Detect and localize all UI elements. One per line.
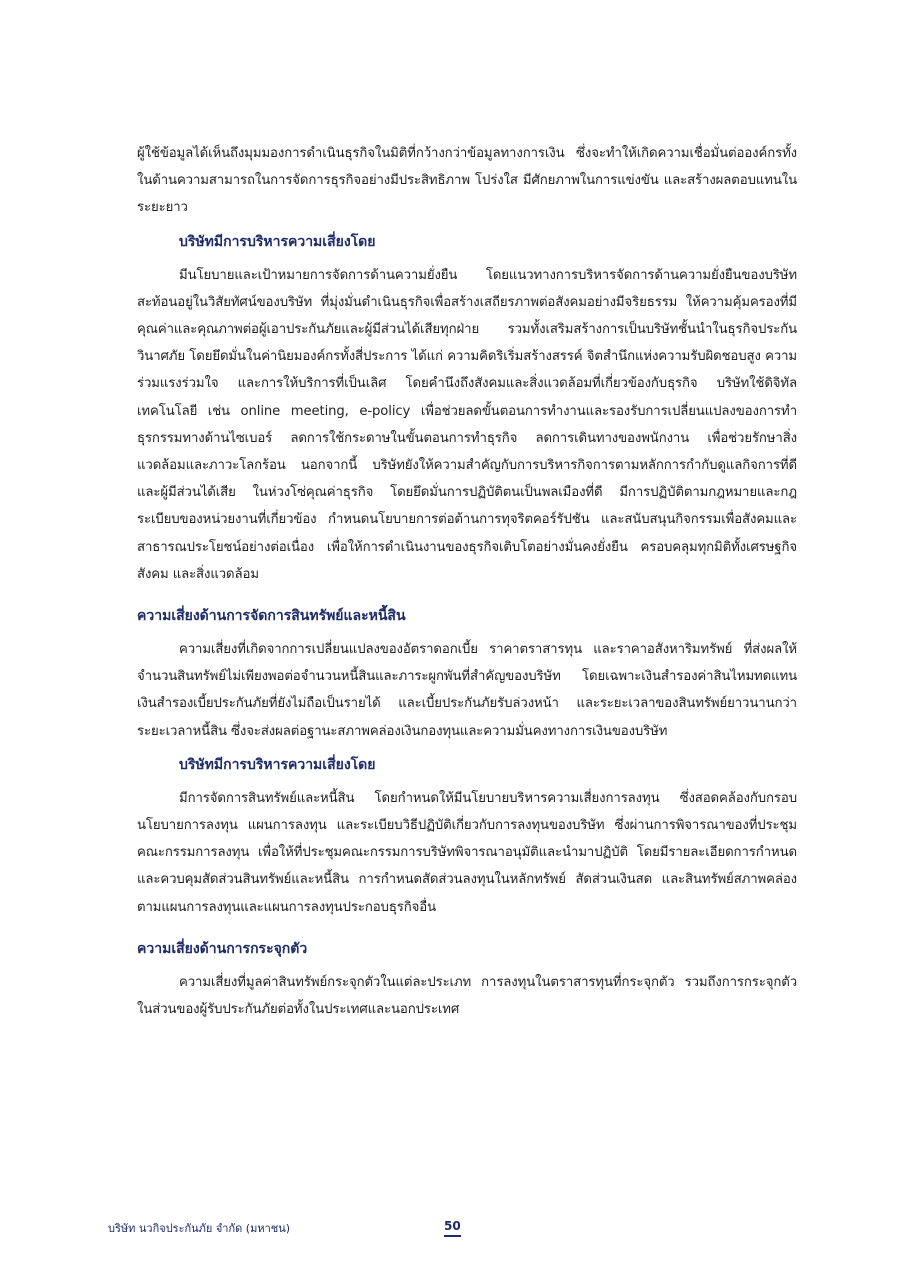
risk-management-subheading-2: บริษัทมีการบริหารความเสี่ยงโดย (179, 756, 376, 773)
footer-company-name: บริษัท นวกิจประกันภัย จำกัด (มหาชน) (108, 1222, 291, 1235)
asset-liability-heading: ความเสี่ยงด้านการจัดการสินทรัพย์และหนี้สิน (137, 608, 406, 625)
intro-paragraph: ผู้ใช้ข้อมูลได้เห็นถึงมุมมองการดำเนินธุรกิจในมิติที่กว้างกว่าข้อมูลทางการเงิน ซึ่งจะทำให้เกิดความเชื่อมั่นต่อองค์กรทั้งในด้านความสามารถในการจัดการธุรกิจอย่างมีประสิทธิภาพ โปร่งใส มีศักยภาพในการแข่งขัน และสร้างผลตอบแทนในระยะยาว (137, 146, 797, 216)
sustainability-paragraph: มีนโยบายและเป้าหมายการจัดการด้านความยั่งยืน โดยแนวทางการบริหารจัดการด้านความยั่งยืนของบริษัทสะท้อนอยู่ในวิสัยทัศน์ของบริษัท ที่มุ่งมั่นดำเนินธุรกิจเพื่อสร้างเสถียรภาพต่อสังคมอย่างมีจริยธรรม ให้ความคุ้มครองที่มีคุณค่าและคุณภาพต่อผู้เอาประกันภัยและผู้มีส่วนได้เสียทุกฝ่าย รวมทั้งเสริมสร้างการเป็นบริษัทชั้นนำในธุรกิจประกันวินาศภัย โดยยึดมั่นในค่านิยมองค์กรทั้งสี่ประการ ได้แก่ ความคิดริเริ่มสร้างสรรค์ จิตสำนึกแห่งความรับผิดชอบสูง ความร่วมแรงร่วมใจ และการให้บริการที่เป็นเลิศ โดยคำนึงถึงสังคมและสิ่งแวดล้อมที่เกี่ยวข้องกับธุรกิจ บริษัทใช้ดิจิทัลเทคโนโลยี เช่น online meeting, e-policy เพื่อช่วยลดขั้นตอนการทำงานและรองรับการเปลี่ยนแปลงของการทำธุรกรรมทางด้านไซเบอร์ ลดการใช้กระดาษในขั้นตอนการทำธุรกิจ ลดการเดินทางของพนักงาน เพื่อช่วยรักษาสิ่งแวดล้อมและภาวะโลกร้อน นอกจากนี้ บริษัทยังให้ความสำคัญกับการบริหารกิจการตามหลักการกำกับดูแลกิจการที่ดีและผู้มีส่วนได้เสีย ในห่วงโซ่คุณค่าธุรกิจ โดยยึดมั่นการปฏิบัติตนเป็นพลเมืองที่ดี มีการปฏิบัติตามกฎหมายและกฎระเบียบของหน่วยงานที่เกี่ยวข้อง กำหนดนโยบายการต่อต้านการทุจริตคอร์รัปชัน และสนับสนุนกิจกรรมเพื่อสังคมและสาธารณประโยชน์อย่างต่อเนื่อง เพื่อให้การดำเนินงานของธุรกิจเติบโตอย่างมั่นคงยั่งยืน ครอบคลุมทุกมิติทั้งเศรษฐกิจ สังคม และสิ่งแวดล้อม (137, 267, 797, 582)
document-body (137, 140, 797, 1023)
page-number: 50 (444, 1219, 461, 1237)
concentration-paragraph: ความเสี่ยงที่มูลค่าสินทรัพย์กระจุกตัวในแต่ละประเภท การลงทุนในตราสารทุนที่กระจุกตัว รวมถึงการกระจุกตัวในส่วนของผู้รับประกันภัยต่อทั้งในประเทศและนอกประเทศ (137, 974, 797, 1018)
risk-management-subheading: บริษัทมีการบริหารความเสี่ยงโดย (179, 233, 376, 250)
asset-management-paragraph: มีการจัดการสินทรัพย์และหนี้สิน โดยกำหนดให้มีนโยบายบริหารความเสี่ยงการลงทุน ซึ่งสอดคล้องกับกรอบนโยบายการลงทุน แผนการลงทุน และระเบียบวิธีปฏิบัติเกี่ยวกับการลงทุนของบริษัท ซึ่งผ่านการพิจารณาของที่ประชุมคณะกรรมการลงทุน เพื่อให้ที่ประชุมคณะกรรมการบริษัทพิจารณาอนุมัติและนำมาปฏิบัติ โดยมีรายละเอียดการกำหนดและควบคุมสัดส่วนสินทรัพย์และหนี้สิน การกำหนดสัดส่วนลงทุนในหลักทรัพย์ สัดส่วนเงินสด และสินทรัพย์สภาพคล่องตามแผนการลงทุนและแผนการลงทุนประกอบธุรกิจอื่น (137, 790, 797, 915)
concentration-heading: ความเสี่ยงด้านการกระจุกตัว (137, 940, 308, 957)
asset-liability-paragraph: ความเสี่ยงที่เกิดจากการเปลี่ยนแปลงของอัตราดอกเบี้ย ราคาตราสารทุน และราคาอสังหาริมทรัพย์ ที่ส่งผลให้จำนวนสินทรัพย์ไม่เพียงพอต่อจำนวนหนี้สินและภาระผูกพันที่สำคัญของบริษัท โดยเฉพาะเงินสำรองค่าสินไหมทดแทนเงินสำรองเบี้ยประกันภัยที่ยังไม่ถือเป็นรายได้ และเบี้ยประกันภัยรับล่วงหน้า และระยะเวลาของสินทรัพย์ยาวนานกว่าระยะเวลาหนี้สิน ซึ่งจะส่งผลต่อฐานะสภาพคล่องเงินกองทุนและความมั่นคงทางการเงินของบริษัท (137, 642, 797, 739)
